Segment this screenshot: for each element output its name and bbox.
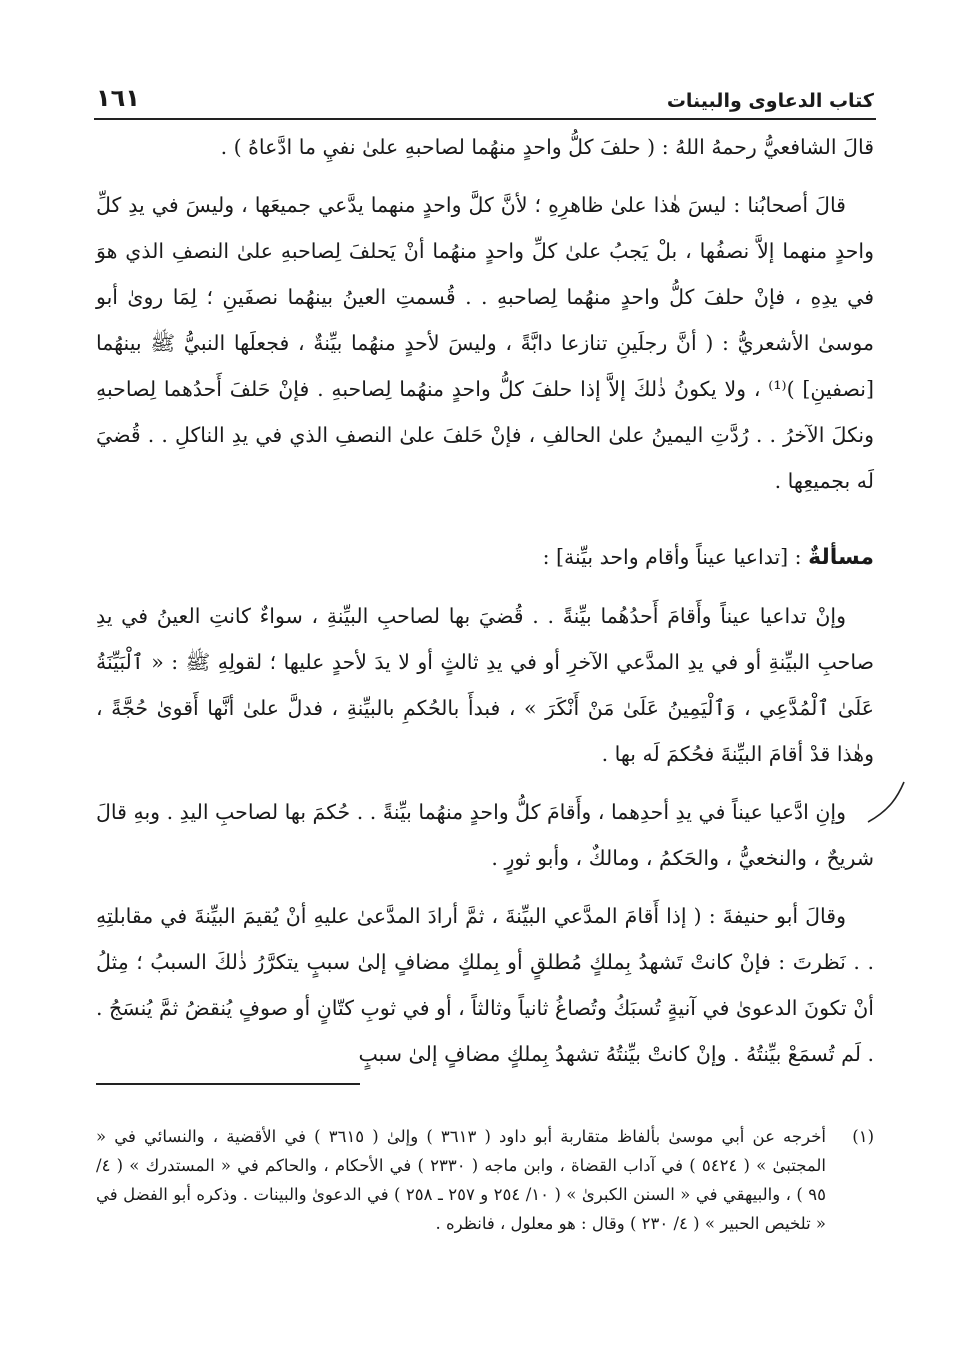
paragraph-yad: وإنِ ادَّعيا عيناً في يدِ أحدِهما ، وأَقامَ كلُّ واحدٍ منهُما بيِّنةً . . حُكمَ بها لصاحبِ اليدِ . وبهِ قالَ شريحٌ ، والنخعيُّ ، والحَكمُ ، ومالكٌ ، وأبو ثورٍ . [96,800,874,870]
footnote-number: (١) [852,1127,874,1146]
page-number: ١٦١ [96,84,140,112]
paragraph-abu-hanifa: وقالَ أبو حنيفةَ : ( إذا أَقامَ المدَّعي البيِّنةَ ، ثمَّ أرادَ المدَّعىٰ عليهِ أنْ يُقيمَ البيِّنةَ في مقابلتِهِ . . نَظرتَ : فإنْ كانتْ تَشهدُ بِملكٍ مُطلقٍ أو بِملكٍ مضافٍ إلىٰ سببٍ يتكرَّرُ ذٰلكَ السببُ ؛ مِثلُ أنْ تكونَ الدعوىٰ في آنيةٍ تُسبَكُ وتُصاغُ ثانياً وثالثاً ، أو في ثوبِ كتّانٍ أو صوفٍ يُنقضُ ثمَّ يُنسَجُ . . لَم تُسمَعْ بيِّنتُهُ . وإنْ كانتْ بيِّنتُهُ تشهدُ بِملكٍ مضافٍ إلىٰ سببٍ [96,904,874,1066]
footnotes [96,1122,874,1238]
page-header [96,78,874,112]
paragraph-bayyina: وإنْ تداعيا عيناً وأَقامَ أَحدُهُما بيِّنةً . . قُضيَ بها لصاحبِ البيِّنةِ ، سواءٌ كانتِ العينُ في يدِ صاحبِ البيِّنةِ أو في يدِ المدَّعي الآخرِ أو في يدِ ثالثٍ أو لا يدَ لأحدٍ عليها ؛ لقولِهِ ﷺ : « ٱلْبَيِّنَةُ عَلَىٰ ٱلْمُدَّعِي ، وَٱلْيَمِينُ عَلَىٰ مَنْ أَنْكَرَ » ، فبدأَ بالحُكمِ بالبيِّنةِ ، فدلَّ علىٰ أنَّها أَقوىٰ حُجَّةً ، وهٰذا قدْ أقامَ البيِّنةَ فحُكمَ لَه بها . [96,604,874,766]
footnote-item [96,1122,874,1238]
footnote-text: أخرجه عن أبي موسىٰ بألفاظ متقاربة أبو داود ( ٣٦١٣ ) وإلىٰ ( ٣٦١٥ ) في الأقضية ، والنسائي في « المجتبىٰ » ( ٥٤٢٤ ) في آداب القضاة ، وابن ماجه ( ٢٣٣٠ ) في الأحكام ، والحاكم في « المستدرك » ( ٤/ ٩٥ ) ، والبيهقي في « السنن الكبرىٰ » ( ١٠/ ٢٥٤ و ٢٥٧ ـ ٢٥٨ ) في الدعوىٰ والبينات . وذكره أبو الفضل في « تلخيص الحبير » ( ٤/ ٢٣٠ ) وقال : هو معلول ، فانظره . [96,1127,826,1233]
masala-title: : [تداعيا عيناً وأقام واحد بيِّنة] : [542,545,802,569]
main-text [96,124,874,1089]
footnote-rule [96,1083,360,1085]
header-rule [94,118,876,120]
paragraph-ashab: قالَ أصحابُنا : ليسَ هٰذا علىٰ ظاهرِهِ ؛ لأنَّ كلَّ واحدٍ منهما يدَّعي جميعَها ، وليسَ في يدِ كلِّ واحدٍ منهما إلاَّ نصفُها ، بلْ يَجبُ علىٰ كلِّ واحدٍ منهُما أنْ يَحلفَ لِصاحبهِ علىٰ النصفِ الذي هوَ في يدِهِ ، فإنْ حلفَ كلُّ واحدٍ منهُما لِصاحبهِ . . قُسمتِ العينُ بينهُما نصفَينِ ؛ لِمَا روىٰ أبو موسىٰ الأشعريُّ : ( أنَّ رجلَينِ تنازعا دابَّةً ، وليسَ لأحدٍ منهُما بيِّنةٌ ، فجعلَها النبيُّ ﷺ بينهُما [نصفينِ] )⁽¹⁾ ، ولا يكونُ ذٰلكَ إلاَّ إذا حلفَ كلُّ واحدٍ منهُما لِصاحبهِ . فإنْ حَلفَ أَحدُهما لِصاحبهِ ونكلَ الآخرُ . . رُدَّتِ اليمينُ علىٰ الحالفِ ، فإنْ حَلفَ علىٰ النصفِ الذي في يدِ الناكلِ . . قُضيَ لَه بجميعِها . [96,193,874,493]
masala-heading [96,534,874,581]
paragraph-shafii-quote: قالَ الشافعيُّ رحمهُ اللهُ : ( حلفَ كلُّ واحدٍ منهُما لصاحبهِ علىٰ نفيِ ما ادَّعاهُ ) . [220,135,874,159]
margin-pen-mark [862,778,912,828]
masala-label: مسألةٌ [808,545,874,570]
running-title: كتاب الدعاوى والبينات [666,90,874,112]
